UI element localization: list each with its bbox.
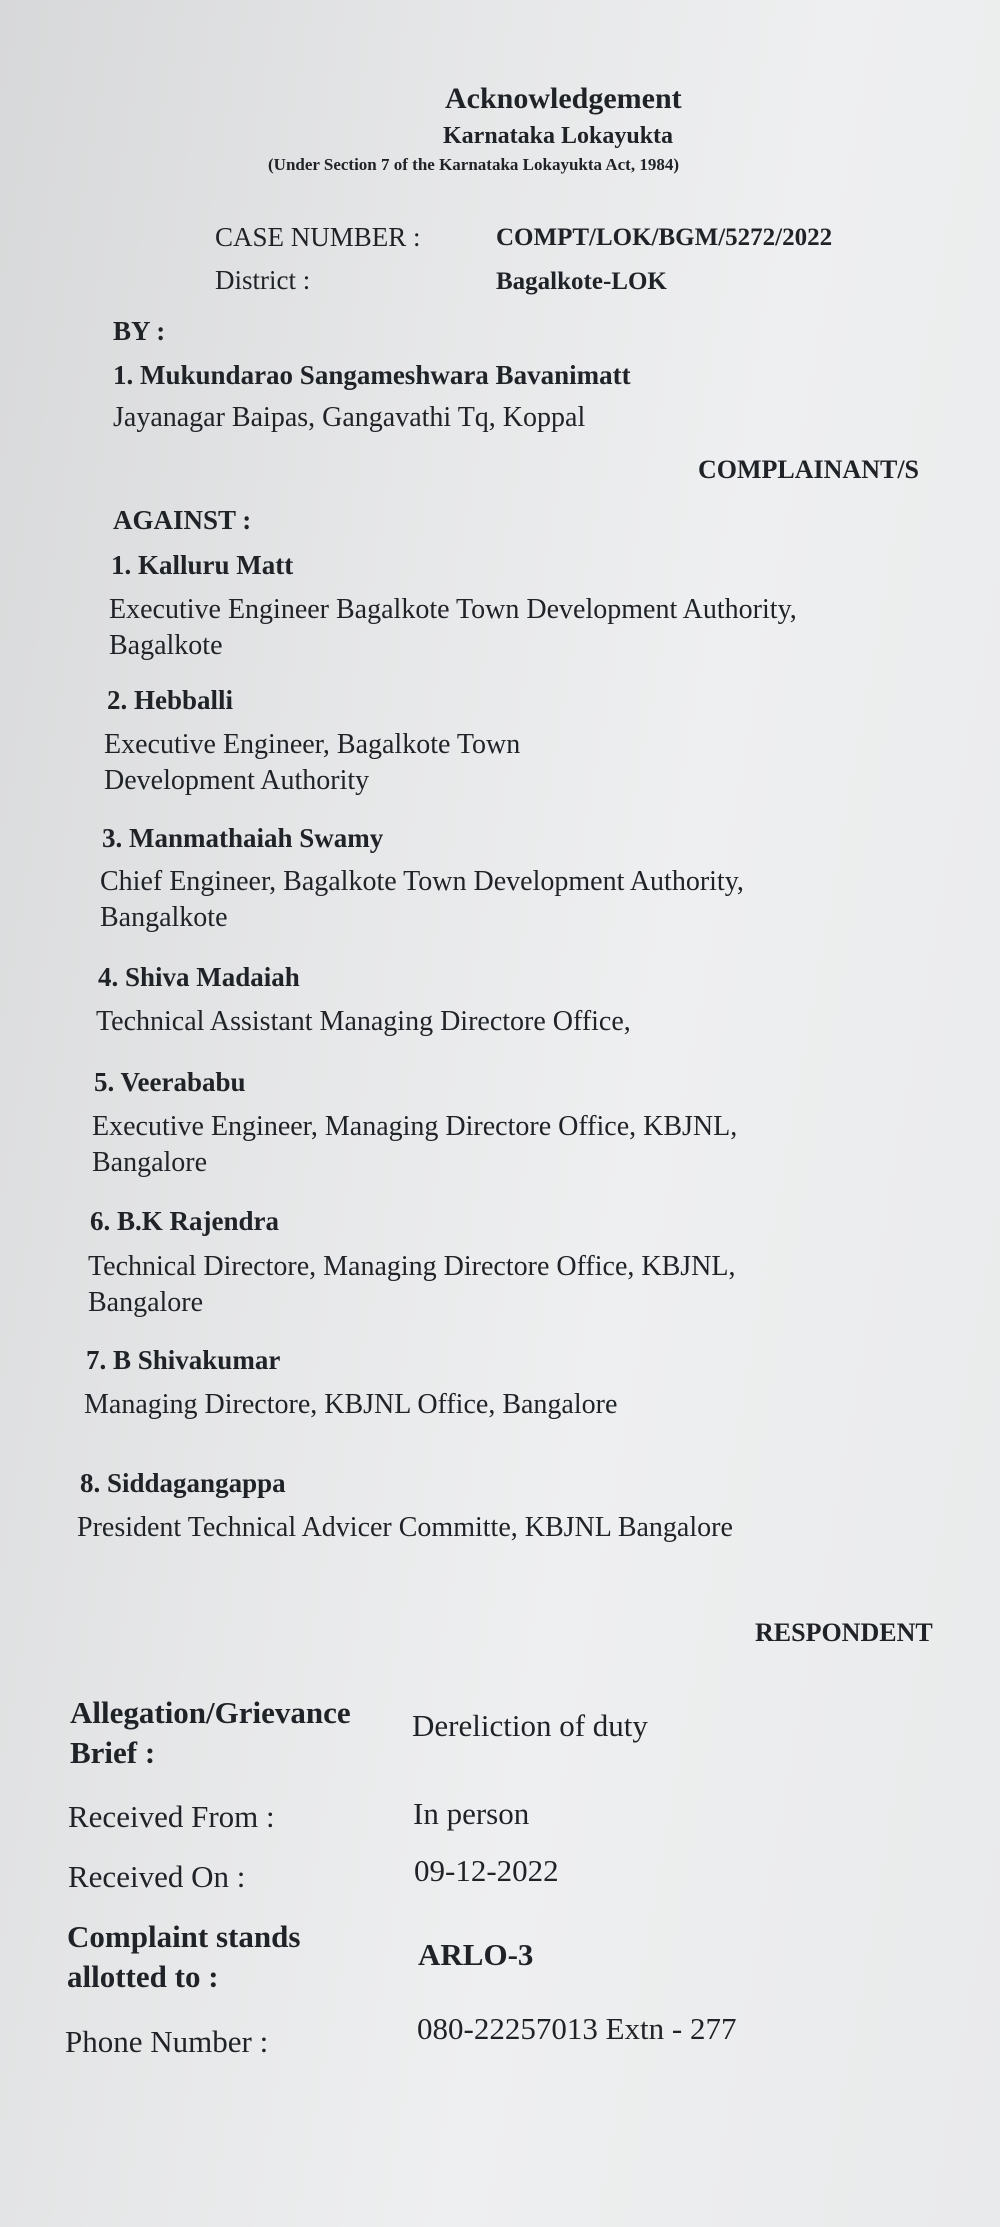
allotted-value: ARLO-3	[418, 1937, 534, 1972]
respondent-name: 4. Shiva Madaiah	[98, 962, 300, 992]
respondent-address: Executive Engineer Bagalkote Town Development Authority, Bagalkote	[109, 594, 797, 661]
phone-value: 080-22257013 Extn - 277	[417, 2011, 737, 2046]
complainant-address: Jayanagar Baipas, Gangavathi Tq, Koppal	[113, 402, 586, 433]
case-number-label: CASE NUMBER :	[215, 222, 421, 252]
district-label: District :	[215, 265, 311, 295]
respondent-name: 8. Siddagangappa	[80, 1468, 286, 1498]
organization-name: Karnataka Lokayukta	[443, 123, 674, 149]
case-number-value: COMPT/LOK/BGM/5272/2022	[496, 224, 833, 251]
respondent-address: Executive Engineer, Bagalkote Town Development Authority	[104, 729, 521, 796]
document-title: Acknowledgement	[445, 82, 682, 115]
respondent-name: 5. Veerababu	[94, 1067, 246, 1097]
phone-label: Phone Number :	[65, 2024, 269, 2059]
respondent-role: RESPONDENT	[755, 1618, 933, 1647]
received-on-label: Received On :	[68, 1859, 246, 1894]
respondent-address: Executive Engineer, Managing Directore Office, KBJNL, Bangalore	[92, 1111, 738, 1178]
respondent-address: Managing Directore, KBJNL Office, Bangalore	[84, 1389, 618, 1420]
allegation-value: Dereliction of duty	[412, 1708, 648, 1743]
allegation-label: Allegation/Grievance Brief :	[70, 1695, 351, 1770]
received-from-value: In person	[413, 1796, 530, 1831]
act-reference: (Under Section 7 of the Karnataka Lokayukta Act, 1984)	[268, 155, 679, 174]
district-value: Bagalkote-LOK	[496, 268, 667, 295]
by-label: BY :	[113, 316, 166, 346]
respondent-address: Technical Assistant Managing Directore Office,	[96, 1006, 631, 1037]
allotted-label: Complaint stands allotted to :	[67, 1919, 301, 1994]
against-label: AGAINST :	[113, 505, 252, 535]
respondent-name: 3. Manmathaiah Swamy	[102, 823, 384, 853]
respondent-address: Chief Engineer, Bagalkote Town Development Authority, Bangalkote	[100, 866, 744, 933]
respondent-name: 1. Kalluru Matt	[111, 550, 294, 580]
complainant-role: COMPLAINANT/S	[698, 455, 920, 484]
respondent-name: 6. B.K Rajendra	[90, 1206, 279, 1236]
respondent-address: President Technical Advicer Committe, KBJNL Bangalore	[77, 1512, 733, 1543]
respondent-address: Technical Directore, Managing Directore Office, KBJNL, Bangalore	[88, 1251, 736, 1318]
complainant-name: 1. Mukundarao Sangameshwara Bavanimatt	[113, 360, 631, 390]
respondent-name: 7. B Shivakumar	[86, 1345, 281, 1375]
respondent-name: 2. Hebballi	[107, 685, 234, 715]
received-on-value: 09-12-2022	[414, 1853, 559, 1888]
received-from-label: Received From :	[68, 1799, 275, 1834]
